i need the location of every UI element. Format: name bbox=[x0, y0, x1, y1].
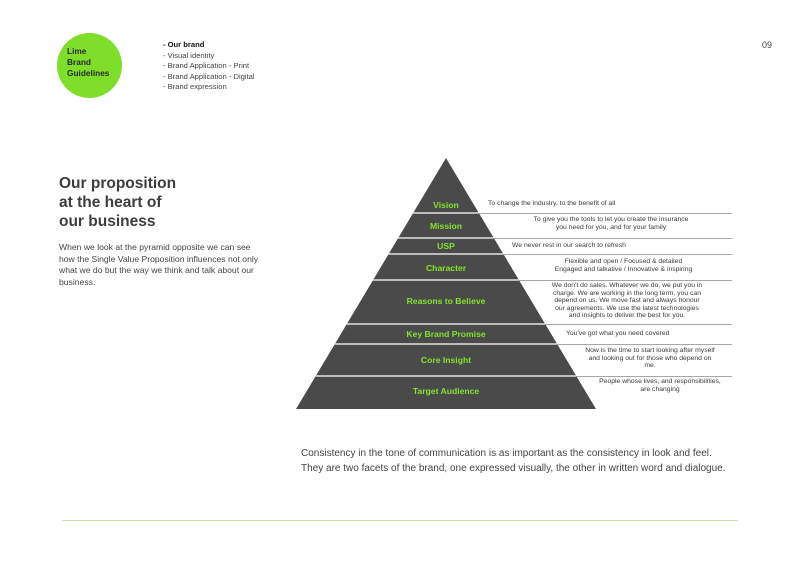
pyramid-description-line: To give you the tools to let you create the insurance bbox=[533, 216, 689, 223]
pyramid-level-description bbox=[523, 258, 724, 273]
pyramid-level-description bbox=[596, 378, 724, 393]
pyramid-level-description bbox=[512, 242, 724, 250]
pyramid-description-line: charge. We are working in the long term, you can bbox=[553, 289, 701, 297]
nav-item-brand-application-print[interactable]: - Brand Application - Print bbox=[163, 61, 250, 70]
pyramid-level-label: USP bbox=[437, 241, 455, 251]
pyramid-description-line: are changing bbox=[640, 385, 680, 393]
pyramid-description-line: We never rest in our search to refresh bbox=[512, 242, 626, 249]
page-title-line: at the heart of bbox=[59, 194, 162, 211]
pyramid-description-line: People whose lives, and responsibilities, bbox=[599, 378, 721, 385]
pyramid-description-line: To change the industry, to the benefit of all bbox=[488, 200, 616, 207]
pyramid-description-line: You've got what you need covered bbox=[566, 330, 670, 337]
pyramid-level-label: Vision bbox=[433, 200, 459, 210]
pyramid-description-line: depend on us. We move fast and always honour bbox=[554, 297, 700, 305]
pyramid-level-description bbox=[530, 282, 724, 320]
nav-item-brand-expression[interactable]: - Brand expression bbox=[163, 82, 227, 91]
pyramid-description-line: We don't do sales. Whatever we do, we put you in bbox=[551, 282, 703, 289]
intro-paragraph: When we look at the pyramid opposite we can see how the Single Value Proposition influences not only what we do but the way we think and talk about our business. bbox=[59, 242, 259, 287]
pyramid-level-label: Key Brand Promise bbox=[406, 329, 486, 339]
pyramid-description-line: me. bbox=[644, 362, 656, 370]
closing-paragraph: Consistency in the tone of communication is as important as the consistency in look and feel. They are two facets of the brand, one expressed visually, the other in written word and dialogue. bbox=[301, 448, 726, 474]
pyramid-description-line: Engaged and talkative / Innovative & inspiring bbox=[554, 265, 693, 273]
page-title-line: Our proposition bbox=[59, 175, 177, 192]
pyramid-level-description bbox=[488, 200, 724, 208]
page-title-line: our business bbox=[59, 213, 156, 230]
pyramid-level-description bbox=[576, 347, 724, 370]
page-number: 09 bbox=[762, 40, 773, 50]
pyramid-level-description bbox=[566, 330, 724, 338]
nav-item-visual-identity[interactable]: - Visual identity bbox=[163, 50, 215, 60]
pyramid-level-label: Core Insight bbox=[420, 355, 472, 365]
pyramid-description-line: you need for you, and for your family bbox=[555, 223, 667, 231]
pyramid-description-line: our agreements. We use the latest technologies bbox=[555, 304, 699, 312]
nav-item-our-brand[interactable]: - Our brand bbox=[163, 40, 205, 49]
logo-line: Lime bbox=[67, 46, 87, 56]
nav-item-brand-application-digital[interactable]: - Brand Application - Digital bbox=[163, 71, 255, 81]
pyramid-description-line: Flexible and open / Focused & detailed bbox=[564, 258, 683, 265]
pyramid-level-label: Mission bbox=[430, 221, 462, 231]
pyramid-level-label: Reasons to Believe bbox=[406, 296, 486, 306]
logo-line: Guidelines bbox=[67, 68, 110, 78]
pyramid-level-description bbox=[498, 216, 724, 231]
pyramid-description-line: and looking out for those who depend on bbox=[588, 354, 712, 362]
footer-divider bbox=[62, 520, 738, 521]
pyramid-level-label: Target Audience bbox=[412, 386, 480, 396]
pyramid-description-line: Now is the time to start looking after myself bbox=[585, 347, 715, 354]
logo-line: Brand bbox=[67, 57, 91, 67]
pyramid-level-label: Character bbox=[425, 263, 467, 273]
pyramid-description-line: and insights to deliver the best for you. bbox=[568, 312, 686, 320]
